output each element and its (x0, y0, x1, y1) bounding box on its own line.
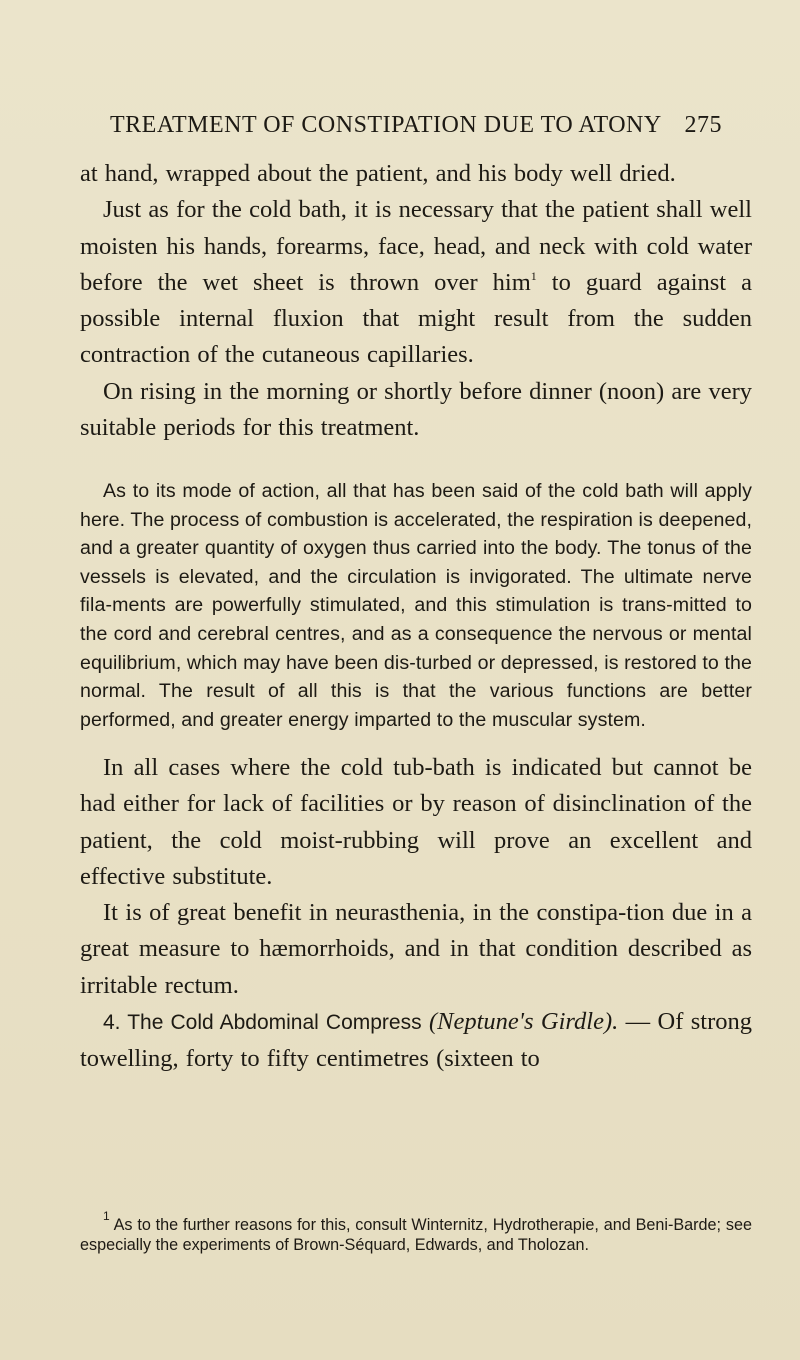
paragraph-continuation: at hand, wrapped about the patient, and his body well dried. (80, 160, 676, 187)
section-heading: 4. The Cold Abdominal Compress (103, 1011, 422, 1035)
paragraph-mode-of-action: As to its mode of action, all that has been said of the cold bath will apply here. The process of combustion is accelerated, the respiration is deepened, and a greater quantity of oxygen thus carried into the body. The tonus of the vessels is elevated, and the circulation is invigorated. The ultimate nerve fila-ments are powerfully stimulated, and this stimulation is trans-mitted to the cord and cerebral centres, and as a consequence the nervous or mental equilibrium, which may have been dis-turbed or depressed, is restored to the normal. The result of all this is that the various functions are better performed, and greater energy imparted to the muscular system. (80, 480, 752, 731)
paragraph-compress (80, 1004, 752, 1078)
paragraph-benefit: It is of great benefit in neurasthenia, in the constipa-tion due in a great measure to hæmorrhoids, and in that condition described as irritable rectum. (80, 899, 752, 999)
footnote-text: As to the further reasons for this, consult Winternitz, Hydrotherapie, and Beni-Barde; see especially the experiments of Brown-Séquard, Edwards, and Tholozan. (80, 1216, 752, 1254)
header-title: TREATMENT OF CONSTIPATION DUE TO ATONY (110, 112, 662, 138)
section-heading-italic: (Neptune's Girdle). (428, 1008, 619, 1036)
footnote-marker: 1 (103, 1209, 110, 1223)
footnote-reference: 1 (530, 268, 537, 283)
page-number: 275 (684, 112, 722, 138)
paragraph-timing: On rising in the morning or shortly before dinner (noon) are very suitable periods for this treatment. (80, 377, 752, 442)
paragraph-substitute: In all cases where the cold tub-bath is indicated but cannot be had either for lack of facilities or by reason of disinclination of the patient, the cold moist-rubbing will prove an excellent and effective substitute. (80, 754, 752, 890)
small-print-block (80, 477, 752, 734)
running-header (110, 112, 722, 139)
paragraph-wet-sheet (80, 192, 752, 373)
paragraph-wet-sheet-text-a: Just as for the cold bath, it is necessary that the patient shall well moisten his hands, forearms, face, head, and neck with cold water before the wet sheet is thrown over him (80, 196, 752, 296)
footnote (80, 1209, 752, 1255)
footnote-paragraph (80, 1209, 752, 1255)
paragraph-compress-text: — Of strong towelling, forty to fifty centimetres (sixteen to (80, 1008, 753, 1073)
upper-text-block (80, 156, 752, 446)
lower-text-block (80, 750, 752, 1078)
paragraph-wet-sheet-text-b: to guard against a possible internal fluxion that might result from the sudden contraction of the cutaneous capillaries. (80, 268, 752, 369)
